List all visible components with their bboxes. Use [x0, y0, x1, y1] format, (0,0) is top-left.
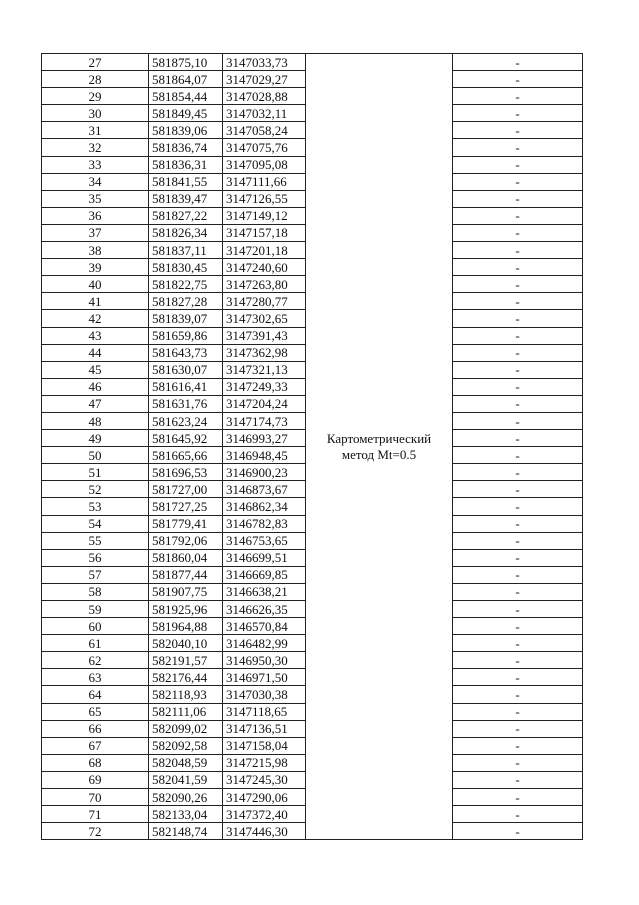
- x-coordinate-cell: 581827,22: [149, 207, 223, 224]
- x-coordinate-cell: 581827,28: [149, 293, 223, 310]
- x-coordinate-cell: 581645,92: [149, 430, 223, 447]
- point-number-cell: 58: [42, 583, 149, 600]
- method-label-line-2: метод Mt=0.5: [341, 446, 417, 462]
- accuracy-cell: -: [453, 686, 583, 703]
- x-coordinate-cell: 581830,45: [149, 259, 223, 276]
- table-row: [42, 54, 583, 71]
- y-coordinate-cell: 3147058,24: [223, 122, 306, 139]
- accuracy-cell: -: [453, 88, 583, 105]
- y-coordinate-cell: 3146993,27: [223, 430, 306, 447]
- point-number-cell: 39: [42, 259, 149, 276]
- x-coordinate-cell: 582048,59: [149, 754, 223, 771]
- y-coordinate-cell: 3147030,38: [223, 686, 306, 703]
- accuracy-cell: -: [453, 105, 583, 122]
- point-number-cell: 71: [42, 806, 149, 823]
- x-coordinate-cell: 581659,86: [149, 327, 223, 344]
- accuracy-cell: -: [453, 54, 583, 71]
- x-coordinate-cell: 582040,10: [149, 635, 223, 652]
- y-coordinate-cell: 3146873,67: [223, 481, 306, 498]
- x-coordinate-cell: 581792,06: [149, 532, 223, 549]
- y-coordinate-cell: 3146950,30: [223, 652, 306, 669]
- y-coordinate-cell: 3147446,30: [223, 823, 306, 840]
- y-coordinate-cell: 3146626,35: [223, 601, 306, 618]
- y-coordinate-cell: 3147290,06: [223, 789, 306, 806]
- point-number-cell: 59: [42, 601, 149, 618]
- point-number-cell: 29: [42, 88, 149, 105]
- point-number-cell: 40: [42, 276, 149, 293]
- x-coordinate-cell: 581839,06: [149, 122, 223, 139]
- accuracy-cell: -: [453, 669, 583, 686]
- point-number-cell: 62: [42, 652, 149, 669]
- accuracy-cell: -: [453, 156, 583, 173]
- x-coordinate-cell: 581964,88: [149, 618, 223, 635]
- coordinates-table: [41, 53, 583, 840]
- y-coordinate-cell: 3146482,99: [223, 635, 306, 652]
- point-number-cell: 44: [42, 344, 149, 361]
- y-coordinate-cell: 3146948,45: [223, 447, 306, 464]
- x-coordinate-cell: 581907,75: [149, 583, 223, 600]
- accuracy-cell: -: [453, 327, 583, 344]
- point-number-cell: 45: [42, 361, 149, 378]
- coordinates-table-body: [42, 54, 583, 840]
- y-coordinate-cell: 3147126,55: [223, 190, 306, 207]
- accuracy-cell: -: [453, 618, 583, 635]
- x-coordinate-cell: 581630,07: [149, 361, 223, 378]
- y-coordinate-cell: 3147321,13: [223, 361, 306, 378]
- x-coordinate-cell: 582099,02: [149, 720, 223, 737]
- accuracy-cell: -: [453, 823, 583, 840]
- x-coordinate-cell: 581836,74: [149, 139, 223, 156]
- point-number-cell: 42: [42, 310, 149, 327]
- point-number-cell: 54: [42, 515, 149, 532]
- point-number-cell: 63: [42, 669, 149, 686]
- y-coordinate-cell: 3146753,65: [223, 532, 306, 549]
- x-coordinate-cell: 582092,58: [149, 737, 223, 754]
- y-coordinate-cell: 3147372,40: [223, 806, 306, 823]
- x-coordinate-cell: 581616,41: [149, 378, 223, 395]
- point-number-cell: 41: [42, 293, 149, 310]
- y-coordinate-cell: 3147075,76: [223, 139, 306, 156]
- point-number-cell: 43: [42, 327, 149, 344]
- x-coordinate-cell: 581727,00: [149, 481, 223, 498]
- point-number-cell: 38: [42, 242, 149, 259]
- accuracy-cell: -: [453, 652, 583, 669]
- y-coordinate-cell: 3147302,65: [223, 310, 306, 327]
- x-coordinate-cell: 581779,41: [149, 515, 223, 532]
- y-coordinate-cell: 3147280,77: [223, 293, 306, 310]
- accuracy-cell: -: [453, 635, 583, 652]
- point-number-cell: 28: [42, 71, 149, 88]
- point-number-cell: 34: [42, 173, 149, 190]
- point-number-cell: 46: [42, 378, 149, 395]
- x-coordinate-cell: 581836,31: [149, 156, 223, 173]
- accuracy-cell: -: [453, 601, 583, 618]
- x-coordinate-cell: 581839,07: [149, 310, 223, 327]
- x-coordinate-cell: 581875,10: [149, 54, 223, 71]
- x-coordinate-cell: 581877,44: [149, 566, 223, 583]
- accuracy-cell: -: [453, 481, 583, 498]
- accuracy-cell: -: [453, 703, 583, 720]
- accuracy-cell: -: [453, 498, 583, 515]
- point-number-cell: 30: [42, 105, 149, 122]
- method-cell: [306, 54, 453, 840]
- accuracy-cell: -: [453, 771, 583, 788]
- accuracy-cell: -: [453, 71, 583, 88]
- point-number-cell: 33: [42, 156, 149, 173]
- x-coordinate-cell: 581837,11: [149, 242, 223, 259]
- x-coordinate-cell: 582176,44: [149, 669, 223, 686]
- accuracy-cell: -: [453, 532, 583, 549]
- y-coordinate-cell: 3147215,98: [223, 754, 306, 771]
- y-coordinate-cell: 3147174,73: [223, 412, 306, 429]
- x-coordinate-cell: 581727,25: [149, 498, 223, 515]
- y-coordinate-cell: 3147111,66: [223, 173, 306, 190]
- accuracy-cell: -: [453, 583, 583, 600]
- point-number-cell: 69: [42, 771, 149, 788]
- accuracy-cell: -: [453, 447, 583, 464]
- point-number-cell: 64: [42, 686, 149, 703]
- y-coordinate-cell: 3147032,11: [223, 105, 306, 122]
- point-number-cell: 51: [42, 464, 149, 481]
- y-coordinate-cell: 3147249,33: [223, 378, 306, 395]
- point-number-cell: 32: [42, 139, 149, 156]
- y-coordinate-cell: 3146638,21: [223, 583, 306, 600]
- x-coordinate-cell: 582111,06: [149, 703, 223, 720]
- y-coordinate-cell: 3146699,51: [223, 549, 306, 566]
- y-coordinate-cell: 3147158,04: [223, 737, 306, 754]
- point-number-cell: 72: [42, 823, 149, 840]
- point-number-cell: 31: [42, 122, 149, 139]
- accuracy-cell: -: [453, 395, 583, 412]
- accuracy-cell: -: [453, 720, 583, 737]
- accuracy-cell: -: [453, 344, 583, 361]
- accuracy-cell: -: [453, 737, 583, 754]
- x-coordinate-cell: 581854,44: [149, 88, 223, 105]
- point-number-cell: 53: [42, 498, 149, 515]
- x-coordinate-cell: 581849,45: [149, 105, 223, 122]
- x-coordinate-cell: 581925,96: [149, 601, 223, 618]
- x-coordinate-cell: 581826,34: [149, 224, 223, 241]
- point-number-cell: 55: [42, 532, 149, 549]
- point-number-cell: 56: [42, 549, 149, 566]
- point-number-cell: 48: [42, 412, 149, 429]
- point-number-cell: 68: [42, 754, 149, 771]
- x-coordinate-cell: 582191,57: [149, 652, 223, 669]
- accuracy-cell: -: [453, 173, 583, 190]
- y-coordinate-cell: 3147204,24: [223, 395, 306, 412]
- y-coordinate-cell: 3147201,18: [223, 242, 306, 259]
- x-coordinate-cell: 581864,07: [149, 71, 223, 88]
- y-coordinate-cell: 3147391,43: [223, 327, 306, 344]
- y-coordinate-cell: 3147362,98: [223, 344, 306, 361]
- accuracy-cell: -: [453, 464, 583, 481]
- accuracy-cell: -: [453, 515, 583, 532]
- point-number-cell: 57: [42, 566, 149, 583]
- accuracy-cell: -: [453, 259, 583, 276]
- accuracy-cell: -: [453, 430, 583, 447]
- accuracy-cell: -: [453, 566, 583, 583]
- accuracy-cell: -: [453, 361, 583, 378]
- x-coordinate-cell: 582090,26: [149, 789, 223, 806]
- accuracy-cell: -: [453, 378, 583, 395]
- y-coordinate-cell: 3147157,18: [223, 224, 306, 241]
- x-coordinate-cell: 581623,24: [149, 412, 223, 429]
- x-coordinate-cell: 581822,75: [149, 276, 223, 293]
- point-number-cell: 61: [42, 635, 149, 652]
- x-coordinate-cell: 581696,53: [149, 464, 223, 481]
- point-number-cell: 36: [42, 207, 149, 224]
- y-coordinate-cell: 3146862,34: [223, 498, 306, 515]
- x-coordinate-cell: 581631,76: [149, 395, 223, 412]
- point-number-cell: 49: [42, 430, 149, 447]
- accuracy-cell: -: [453, 754, 583, 771]
- y-coordinate-cell: 3146782,83: [223, 515, 306, 532]
- y-coordinate-cell: 3147028,88: [223, 88, 306, 105]
- point-number-cell: 70: [42, 789, 149, 806]
- x-coordinate-cell: 582133,04: [149, 806, 223, 823]
- point-number-cell: 52: [42, 481, 149, 498]
- y-coordinate-cell: 3147095,08: [223, 156, 306, 173]
- point-number-cell: 37: [42, 224, 149, 241]
- x-coordinate-cell: 581860,04: [149, 549, 223, 566]
- x-coordinate-cell: 582148,74: [149, 823, 223, 840]
- point-number-cell: 67: [42, 737, 149, 754]
- y-coordinate-cell: 3146570,84: [223, 618, 306, 635]
- x-coordinate-cell: 582041,59: [149, 771, 223, 788]
- y-coordinate-cell: 3146971,50: [223, 669, 306, 686]
- x-coordinate-cell: 581841,55: [149, 173, 223, 190]
- accuracy-cell: -: [453, 139, 583, 156]
- accuracy-cell: -: [453, 549, 583, 566]
- point-number-cell: 47: [42, 395, 149, 412]
- y-coordinate-cell: 3146669,85: [223, 566, 306, 583]
- y-coordinate-cell: 3147245,30: [223, 771, 306, 788]
- y-coordinate-cell: 3147240,60: [223, 259, 306, 276]
- method-label-line-1: Картометрический: [326, 430, 432, 446]
- x-coordinate-cell: 581665,66: [149, 447, 223, 464]
- point-number-cell: 66: [42, 720, 149, 737]
- point-number-cell: 27: [42, 54, 149, 71]
- accuracy-cell: -: [453, 789, 583, 806]
- accuracy-cell: -: [453, 412, 583, 429]
- y-coordinate-cell: 3147033,73: [223, 54, 306, 71]
- accuracy-cell: -: [453, 207, 583, 224]
- accuracy-cell: -: [453, 190, 583, 207]
- accuracy-cell: -: [453, 293, 583, 310]
- accuracy-cell: -: [453, 310, 583, 327]
- accuracy-cell: -: [453, 122, 583, 139]
- x-coordinate-cell: 581643,73: [149, 344, 223, 361]
- y-coordinate-cell: 3147136,51: [223, 720, 306, 737]
- y-coordinate-cell: 3147149,12: [223, 207, 306, 224]
- y-coordinate-cell: 3147118,65: [223, 703, 306, 720]
- point-number-cell: 50: [42, 447, 149, 464]
- accuracy-cell: -: [453, 242, 583, 259]
- accuracy-cell: -: [453, 806, 583, 823]
- x-coordinate-cell: 582118,93: [149, 686, 223, 703]
- point-number-cell: 65: [42, 703, 149, 720]
- x-coordinate-cell: 581839,47: [149, 190, 223, 207]
- y-coordinate-cell: 3147029,27: [223, 71, 306, 88]
- y-coordinate-cell: 3146900,23: [223, 464, 306, 481]
- accuracy-cell: -: [453, 276, 583, 293]
- point-number-cell: 60: [42, 618, 149, 635]
- point-number-cell: 35: [42, 190, 149, 207]
- accuracy-cell: -: [453, 224, 583, 241]
- y-coordinate-cell: 3147263,80: [223, 276, 306, 293]
